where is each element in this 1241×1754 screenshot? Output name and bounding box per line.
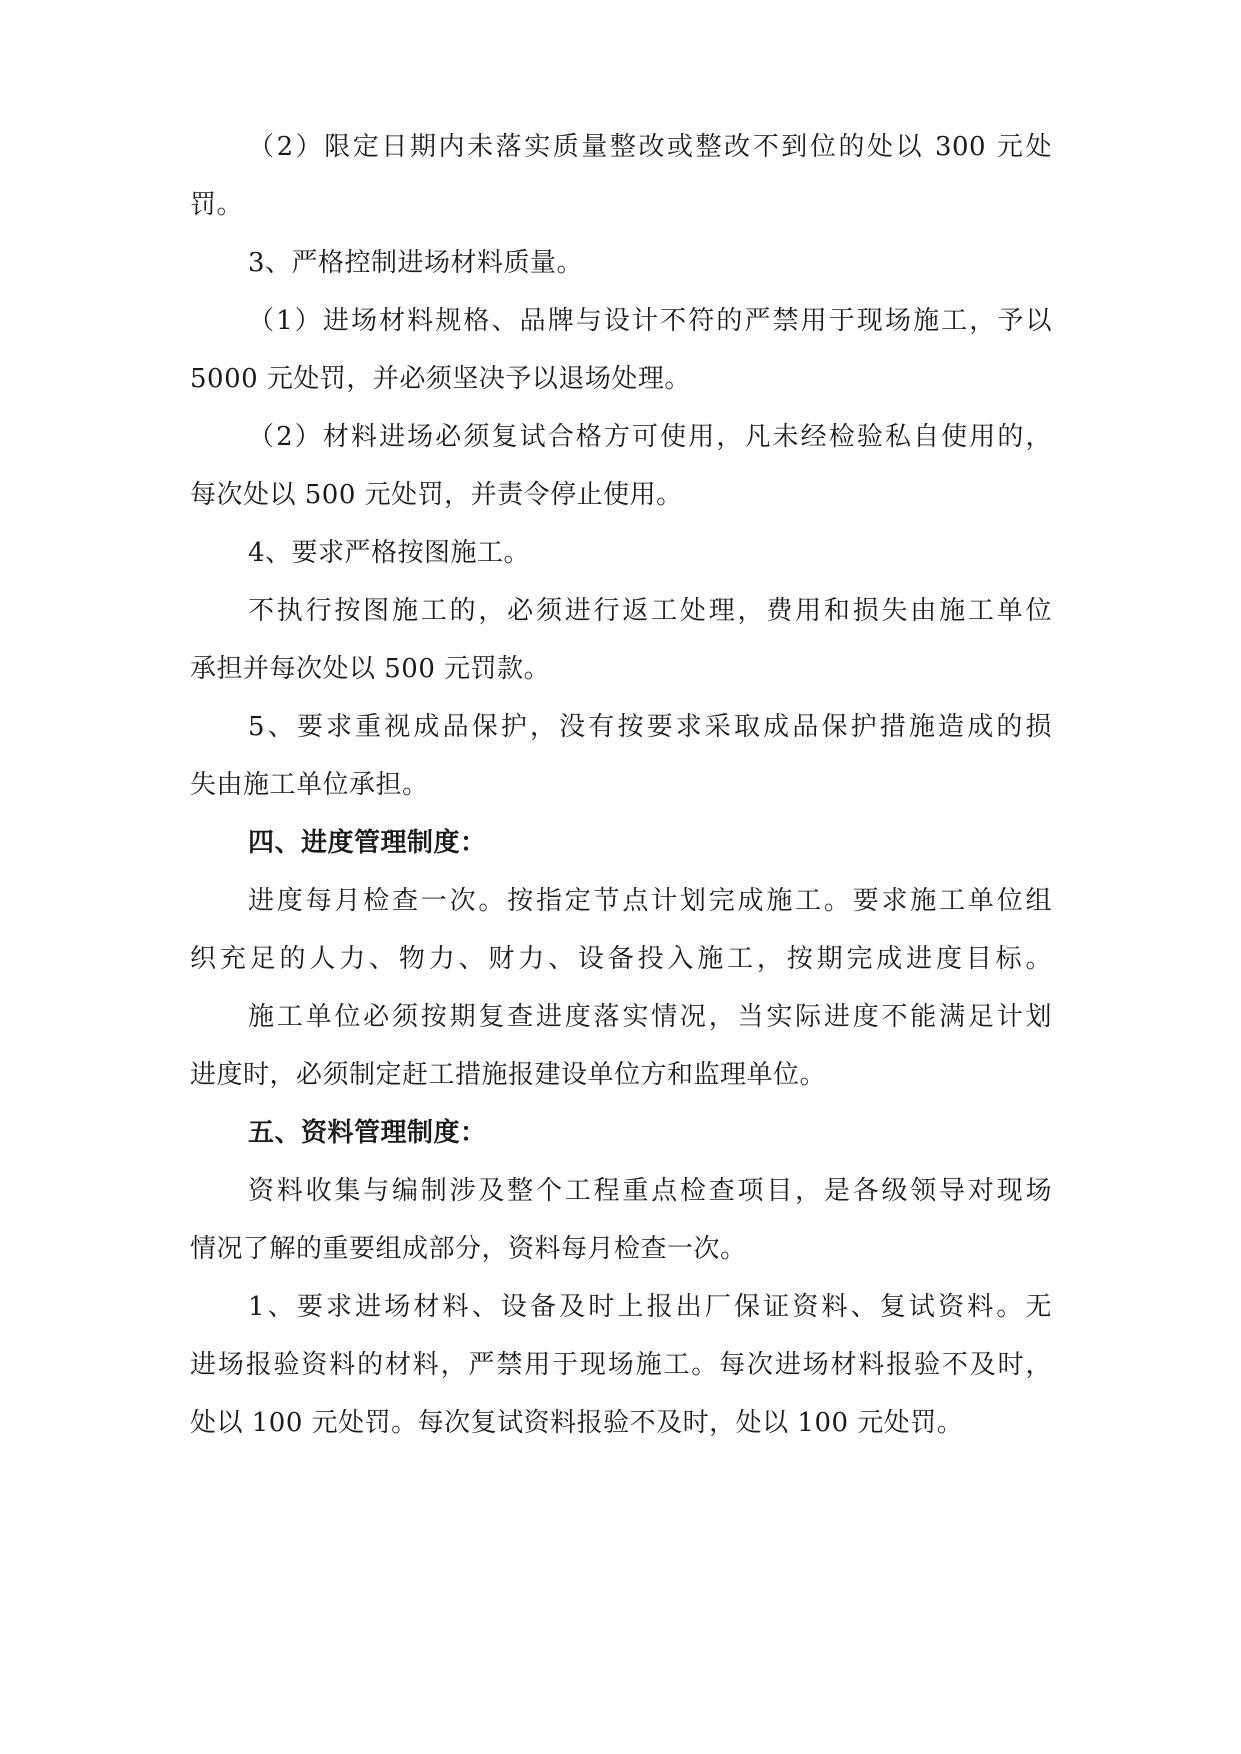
paragraph-line: 进场报验资料的材料，严禁用于现场施工。每次进场材料报验不及时， [190,1350,1052,1380]
paragraph-line: 进度每月检查一次。按指定节点计划完成施工。要求施工单位组 [248,886,1052,916]
paragraph-line: 承担并每次处以 500 元罚款。 [190,654,551,684]
paragraph-line: 资料收集与编制涉及整个工程重点检查项目，是各级领导对现场 [248,1176,1052,1206]
paragraph-line: 织充足的人力、物力、财力、设备投入施工，按期完成进度目标。 [190,944,1052,974]
paragraph-line: 每次处以 500 元处罚，并责令停止使用。 [190,480,683,510]
paragraph-line: 5、要求重视成品保护，没有按要求采取成品保护措施造成的损 [248,712,1052,742]
paragraph-line: （2）限定日期内未落实质量整改或整改不到位的处以 300 元处 [248,132,1052,162]
paragraph-line: 3、严格控制进场材料质量。 [248,248,584,278]
paragraph-line: 罚。 [190,190,244,220]
section-heading: 四、进度管理制度： [248,828,487,858]
paragraph-line: 5000 元处罚，并必须坚决予以退场处理。 [190,364,691,394]
section-heading: 五、资料管理制度： [248,1118,487,1148]
paragraph-line: （1）进场材料规格、品牌与设计不符的严禁用于现场施工，予以 [248,306,1052,336]
paragraph-line: 1、要求进场材料、设备及时上报出厂保证资料、复试资料。无 [248,1292,1052,1322]
paragraph-line: 4、要求严格按图施工。 [248,538,531,568]
paragraph-line: 进度时，必须制定赶工措施报建设单位方和监理单位。 [190,1060,827,1090]
document-body [190,118,1052,1452]
paragraph-line: 处以 100 元处罚。每次复试资料报验不及时，处以 100 元处罚。 [190,1408,964,1438]
paragraph-line: 情况了解的重要组成部分，资料每月检查一次。 [190,1234,747,1264]
paragraph-line: 失由施工单位承担。 [190,770,429,800]
paragraph-line: 施工单位必须按期复查进度落实情况，当实际进度不能满足计划 [248,1002,1052,1032]
paragraph-line: （2）材料进场必须复试合格方可使用，凡未经检验私自使用的， [248,422,1052,452]
paragraph-line: 不执行按图施工的，必须进行返工处理，费用和损失由施工单位 [248,596,1052,626]
